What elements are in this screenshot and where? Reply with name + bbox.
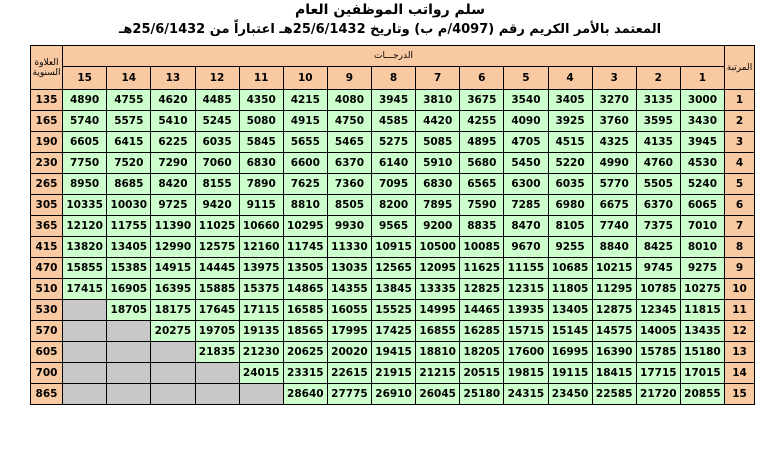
salary-cell: 25180 (460, 384, 504, 405)
salary-cell: 12345 (636, 300, 680, 321)
allowance-cell: 510 (31, 279, 63, 300)
salary-cell: 6140 (372, 153, 416, 174)
salary-cell: 10685 (548, 258, 592, 279)
table-row (31, 216, 755, 237)
salary-cell: 12565 (372, 258, 416, 279)
salary-cell: 4915 (283, 111, 327, 132)
allowance-cell: 165 (31, 111, 63, 132)
salary-cell: 12875 (592, 300, 636, 321)
salary-cell: 20275 (151, 321, 195, 342)
salary-cell: 14995 (416, 300, 460, 321)
salary-cell: 6225 (151, 132, 195, 153)
salary-cell: 16995 (548, 342, 592, 363)
salary-cell: 22615 (327, 363, 371, 384)
salary-cell: 11625 (460, 258, 504, 279)
salary-cell: 4620 (151, 90, 195, 111)
salary-cell: 5220 (548, 153, 592, 174)
table-row (31, 300, 755, 321)
salary-cell: 5575 (107, 111, 151, 132)
salary-cell: 17415 (63, 279, 107, 300)
salary-cell: 7895 (416, 195, 460, 216)
table-row (31, 195, 755, 216)
allowance-cell: 305 (31, 195, 63, 216)
salary-cell: 4080 (327, 90, 371, 111)
salary-cell: 20020 (327, 342, 371, 363)
empty-cell (107, 342, 151, 363)
salary-cell: 12825 (460, 279, 504, 300)
salary-cell: 17645 (195, 300, 239, 321)
salary-cell: 6675 (592, 195, 636, 216)
salary-cell: 3945 (680, 132, 724, 153)
salary-cell: 8155 (195, 174, 239, 195)
salary-cell: 17600 (504, 342, 548, 363)
allowance-cell: 365 (31, 216, 63, 237)
degree-header-cell: 14 (107, 67, 151, 90)
salary-cell: 3430 (680, 111, 724, 132)
empty-cell (239, 384, 283, 405)
rank-header: المرتبة (725, 46, 755, 90)
rank-cell: 2 (725, 111, 755, 132)
salary-cell: 10335 (63, 195, 107, 216)
salary-cell: 8505 (327, 195, 371, 216)
salary-cell: 5245 (195, 111, 239, 132)
salary-cell: 4705 (504, 132, 548, 153)
salary-cell: 5275 (372, 132, 416, 153)
salary-cell: 13845 (372, 279, 416, 300)
salary-cell: 21230 (239, 342, 283, 363)
degree-header-cell: 5 (504, 67, 548, 90)
rank-cell: 1 (725, 90, 755, 111)
salary-cell: 4215 (283, 90, 327, 111)
salary-cell: 4420 (416, 111, 460, 132)
empty-cell (151, 342, 195, 363)
salary-cell: 4350 (239, 90, 283, 111)
salary-cell: 13405 (548, 300, 592, 321)
table-row (31, 342, 755, 363)
salary-cell: 11295 (592, 279, 636, 300)
salary-cell: 19415 (372, 342, 416, 363)
salary-cell: 5910 (416, 153, 460, 174)
salary-cell: 12160 (239, 237, 283, 258)
degree-number-row (31, 67, 755, 90)
salary-cell: 7060 (195, 153, 239, 174)
allowance-cell: 190 (31, 132, 63, 153)
salary-cell: 10785 (636, 279, 680, 300)
allowance-cell: 265 (31, 174, 63, 195)
salary-cell: 8425 (636, 237, 680, 258)
rank-cell: 11 (725, 300, 755, 321)
salary-cell: 6980 (548, 195, 592, 216)
salary-cell: 26045 (416, 384, 460, 405)
salary-cell: 5450 (504, 153, 548, 174)
empty-cell (107, 384, 151, 405)
salary-cell: 5240 (680, 174, 724, 195)
salary-cell: 13405 (107, 237, 151, 258)
salary-cell: 5085 (416, 132, 460, 153)
table-row (31, 90, 755, 111)
salary-cell: 8685 (107, 174, 151, 195)
salary-cell: 6415 (107, 132, 151, 153)
salary-cell: 15855 (63, 258, 107, 279)
salary-cell: 4750 (327, 111, 371, 132)
allowance-cell: 415 (31, 237, 63, 258)
salary-cell: 20515 (460, 363, 504, 384)
salary-cell: 12095 (416, 258, 460, 279)
table-row (31, 363, 755, 384)
salary-cell: 13035 (327, 258, 371, 279)
salary-cell: 24315 (504, 384, 548, 405)
salary-cell: 7520 (107, 153, 151, 174)
salary-cell: 27775 (327, 384, 371, 405)
salary-cell: 8420 (151, 174, 195, 195)
table-row (31, 321, 755, 342)
salary-cell: 3675 (460, 90, 504, 111)
salary-cell: 28640 (283, 384, 327, 405)
salary-cell: 8950 (63, 174, 107, 195)
salary-cell: 11815 (680, 300, 724, 321)
salary-cell: 15525 (372, 300, 416, 321)
salary-cell: 7095 (372, 174, 416, 195)
rank-cell: 4 (725, 153, 755, 174)
salary-cell: 19705 (195, 321, 239, 342)
salary-cell: 6830 (416, 174, 460, 195)
table-row (31, 111, 755, 132)
salary-cell: 10660 (239, 216, 283, 237)
salary-cell: 3000 (680, 90, 724, 111)
salary-cell: 6600 (283, 153, 327, 174)
allowance-cell: 135 (31, 90, 63, 111)
salary-cell: 12120 (63, 216, 107, 237)
salary-cell: 7285 (504, 195, 548, 216)
salary-cell: 4755 (107, 90, 151, 111)
salary-cell: 14915 (151, 258, 195, 279)
rank-cell: 6 (725, 195, 755, 216)
salary-cell: 8105 (548, 216, 592, 237)
salary-cell: 10030 (107, 195, 151, 216)
salary-cell: 14865 (283, 279, 327, 300)
salary-cell: 15785 (636, 342, 680, 363)
salary-cell: 4530 (680, 153, 724, 174)
salary-cell: 8835 (460, 216, 504, 237)
salary-cell: 13435 (680, 321, 724, 342)
salary-cell: 14575 (592, 321, 636, 342)
salary-cell: 7740 (592, 216, 636, 237)
salary-cell: 14005 (636, 321, 680, 342)
salary-cell: 6300 (504, 174, 548, 195)
salary-cell: 6370 (327, 153, 371, 174)
empty-cell (107, 363, 151, 384)
salary-cell: 14355 (327, 279, 371, 300)
salary-cell: 21915 (372, 363, 416, 384)
degree-header-cell: 7 (416, 67, 460, 90)
salary-cell: 7375 (636, 216, 680, 237)
empty-cell (63, 363, 107, 384)
salary-cell: 16055 (327, 300, 371, 321)
salary-cell: 13935 (504, 300, 548, 321)
allowance-cell: 605 (31, 342, 63, 363)
salary-cell: 5740 (63, 111, 107, 132)
salary-cell: 8470 (504, 216, 548, 237)
salary-cell: 19135 (239, 321, 283, 342)
degree-header-cell: 8 (372, 67, 416, 90)
degree-header-cell: 15 (63, 67, 107, 90)
salary-cell: 9275 (680, 258, 724, 279)
salary-cell: 14445 (195, 258, 239, 279)
salary-cell: 6065 (680, 195, 724, 216)
salary-cell: 20855 (680, 384, 724, 405)
salary-cell: 9565 (372, 216, 416, 237)
salary-cell: 19115 (548, 363, 592, 384)
rank-cell: 5 (725, 174, 755, 195)
rank-cell: 7 (725, 216, 755, 237)
salary-cell: 11390 (151, 216, 195, 237)
empty-cell (63, 342, 107, 363)
empty-cell (195, 384, 239, 405)
salary-cell: 12575 (195, 237, 239, 258)
salary-cell: 4890 (63, 90, 107, 111)
salary-cell: 7360 (327, 174, 371, 195)
salary-cell: 7290 (151, 153, 195, 174)
salary-cell: 16905 (107, 279, 151, 300)
salary-cell: 3760 (592, 111, 636, 132)
salary-cell: 11025 (195, 216, 239, 237)
degrees-header: الدرجـــات (63, 46, 725, 67)
salary-cell: 17015 (680, 363, 724, 384)
salary-table (30, 45, 755, 405)
salary-cell: 5080 (239, 111, 283, 132)
salary-cell: 11330 (327, 237, 371, 258)
salary-cell: 3540 (504, 90, 548, 111)
salary-cell: 4990 (592, 153, 636, 174)
salary-cell: 3135 (636, 90, 680, 111)
salary-cell: 10085 (460, 237, 504, 258)
salary-cell: 18415 (592, 363, 636, 384)
salary-cell: 23315 (283, 363, 327, 384)
table-row (31, 132, 755, 153)
rank-cell: 10 (725, 279, 755, 300)
degree-header-cell: 11 (239, 67, 283, 90)
salary-cell: 16285 (460, 321, 504, 342)
degree-header-cell: 12 (195, 67, 239, 90)
salary-cell: 4760 (636, 153, 680, 174)
salary-cell: 20625 (283, 342, 327, 363)
salary-cell: 6035 (195, 132, 239, 153)
salary-cell: 23450 (548, 384, 592, 405)
salary-cell: 6565 (460, 174, 504, 195)
salary-cell: 5410 (151, 111, 195, 132)
degree-header-cell: 10 (283, 67, 327, 90)
salary-cell: 9255 (548, 237, 592, 258)
table-row (31, 237, 755, 258)
salary-cell: 4255 (460, 111, 504, 132)
salary-cell: 15885 (195, 279, 239, 300)
table-row (31, 258, 755, 279)
allowance-cell: 570 (31, 321, 63, 342)
salary-cell: 17425 (372, 321, 416, 342)
salary-cell: 9115 (239, 195, 283, 216)
salary-cell: 4135 (636, 132, 680, 153)
salary-cell: 6035 (548, 174, 592, 195)
salary-cell: 7010 (680, 216, 724, 237)
salary-cell: 19815 (504, 363, 548, 384)
rank-cell: 9 (725, 258, 755, 279)
salary-cell: 13505 (283, 258, 327, 279)
salary-cell: 18705 (107, 300, 151, 321)
salary-cell: 3405 (548, 90, 592, 111)
salary-cell: 17995 (327, 321, 371, 342)
rank-cell: 3 (725, 132, 755, 153)
salary-cell: 3925 (548, 111, 592, 132)
salary-cell: 16390 (592, 342, 636, 363)
salary-cell: 11155 (504, 258, 548, 279)
degree-header-cell: 4 (548, 67, 592, 90)
degree-header-cell: 13 (151, 67, 195, 90)
salary-cell: 18175 (151, 300, 195, 321)
rank-cell: 12 (725, 321, 755, 342)
salary-cell: 4090 (504, 111, 548, 132)
salary-cell: 15385 (107, 258, 151, 279)
salary-cell: 4515 (548, 132, 592, 153)
salary-cell: 8810 (283, 195, 327, 216)
degree-header-cell: 9 (327, 67, 371, 90)
salary-cell: 16855 (416, 321, 460, 342)
table-row (31, 153, 755, 174)
allowance-cell: 530 (31, 300, 63, 321)
salary-cell: 4895 (460, 132, 504, 153)
empty-cell (151, 384, 195, 405)
salary-cell: 9420 (195, 195, 239, 216)
degree-header-cell: 6 (460, 67, 504, 90)
salary-cell: 26910 (372, 384, 416, 405)
salary-cell: 9725 (151, 195, 195, 216)
salary-cell: 8200 (372, 195, 416, 216)
empty-cell (151, 363, 195, 384)
salary-cell: 10500 (416, 237, 460, 258)
salary-cell: 18205 (460, 342, 504, 363)
rank-cell: 8 (725, 237, 755, 258)
salary-cell: 21215 (416, 363, 460, 384)
empty-cell (107, 321, 151, 342)
salary-cell: 7890 (239, 174, 283, 195)
salary-cell: 16585 (283, 300, 327, 321)
degree-header-cell: 2 (636, 67, 680, 90)
salary-cell: 5770 (592, 174, 636, 195)
salary-cell: 5465 (327, 132, 371, 153)
salary-cell: 22585 (592, 384, 636, 405)
salary-cell: 7750 (63, 153, 107, 174)
salary-cell: 15180 (680, 342, 724, 363)
empty-cell (195, 363, 239, 384)
salary-cell: 10295 (283, 216, 327, 237)
allowance-cell: 470 (31, 258, 63, 279)
allowance-cell: 230 (31, 153, 63, 174)
salary-cell: 4585 (372, 111, 416, 132)
salary-cell: 17115 (239, 300, 283, 321)
salary-cell: 3945 (372, 90, 416, 111)
salary-cell: 4485 (195, 90, 239, 111)
salary-cell: 11755 (107, 216, 151, 237)
rank-cell: 14 (725, 363, 755, 384)
salary-cell: 15375 (239, 279, 283, 300)
salary-cell: 7625 (283, 174, 327, 195)
salary-cell: 16395 (151, 279, 195, 300)
allowance-cell: 700 (31, 363, 63, 384)
salary-cell: 4325 (592, 132, 636, 153)
salary-cell: 9930 (327, 216, 371, 237)
degree-header-cell: 3 (592, 67, 636, 90)
table-row (31, 279, 755, 300)
salary-cell: 15145 (548, 321, 592, 342)
salary-cell: 11745 (283, 237, 327, 258)
salary-cell: 13820 (63, 237, 107, 258)
salary-cell: 24015 (239, 363, 283, 384)
salary-cell: 6370 (636, 195, 680, 216)
salary-cell: 10215 (592, 258, 636, 279)
salary-cell: 9670 (504, 237, 548, 258)
empty-cell (63, 300, 107, 321)
salary-cell: 5505 (636, 174, 680, 195)
rank-cell: 15 (725, 384, 755, 405)
salary-cell: 3270 (592, 90, 636, 111)
salary-cell: 12990 (151, 237, 195, 258)
salary-cell: 10275 (680, 279, 724, 300)
salary-cell: 7590 (460, 195, 504, 216)
page-subtitle: المعتمد بالأمر الكريم رقم (4097/م ب) وتاريخ 25/6/1432هـ اعتباراً من 25/6/1432هـ (118, 22, 662, 37)
page-title: سلم رواتب الموظفين العام (295, 2, 485, 18)
salary-cell: 5680 (460, 153, 504, 174)
salary-cell: 13335 (416, 279, 460, 300)
salary-cell: 8010 (680, 237, 724, 258)
table-row (31, 174, 755, 195)
salary-cell: 5845 (239, 132, 283, 153)
allowance-cell: 865 (31, 384, 63, 405)
salary-cell: 6830 (239, 153, 283, 174)
salary-cell: 15715 (504, 321, 548, 342)
salary-cell: 11805 (548, 279, 592, 300)
allowance-header: العلاوة السنوية (31, 46, 63, 90)
rank-cell: 13 (725, 342, 755, 363)
salary-cell: 3810 (416, 90, 460, 111)
salary-cell: 8840 (592, 237, 636, 258)
salary-cell: 14465 (460, 300, 504, 321)
salary-cell: 21835 (195, 342, 239, 363)
salary-cell: 13975 (239, 258, 283, 279)
salary-cell: 9200 (416, 216, 460, 237)
salary-cell: 5655 (283, 132, 327, 153)
salary-cell: 18810 (416, 342, 460, 363)
empty-cell (63, 321, 107, 342)
salary-cell: 12315 (504, 279, 548, 300)
table-body (31, 90, 755, 405)
salary-cell: 10915 (372, 237, 416, 258)
salary-cell: 6605 (63, 132, 107, 153)
salary-cell: 18565 (283, 321, 327, 342)
salary-cell: 21720 (636, 384, 680, 405)
empty-cell (63, 384, 107, 405)
degree-header-cell: 1 (680, 67, 724, 90)
salary-cell: 17715 (636, 363, 680, 384)
salary-cell: 3595 (636, 111, 680, 132)
salary-cell: 9745 (636, 258, 680, 279)
table-row (31, 384, 755, 405)
